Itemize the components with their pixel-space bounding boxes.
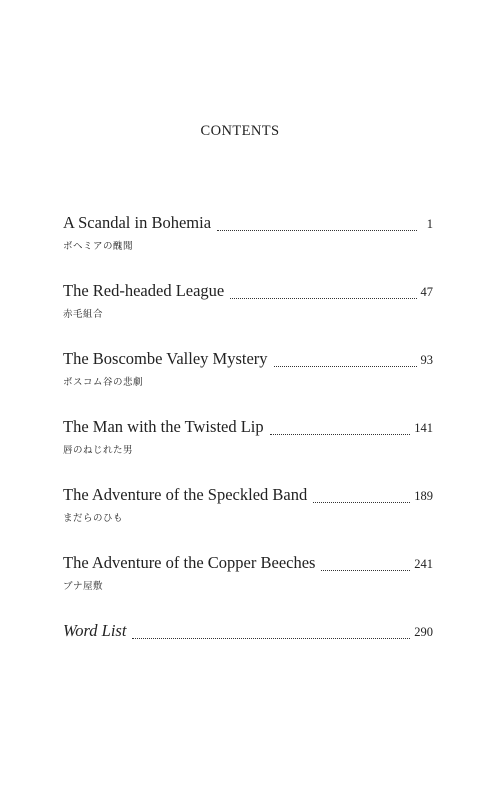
- toc-entry-copper-beeches[interactable]: [63, 553, 433, 621]
- table-of-contents: [63, 213, 433, 689]
- page-title: CONTENTS: [200, 123, 280, 139]
- toc-entry-subtitle: 赤毛組合: [63, 309, 104, 320]
- toc-entry-speckled-band[interactable]: [63, 485, 433, 553]
- toc-entry-page-number: 93: [420, 353, 433, 367]
- toc-entry-row: [63, 621, 433, 645]
- toc-entry-title: The Man with the Twisted Lip: [63, 417, 264, 436]
- toc-entry-row: [63, 553, 433, 577]
- toc-entry-row: [63, 349, 433, 373]
- toc-entry-man-with-twisted-lip[interactable]: [63, 417, 433, 485]
- dot-leader: [217, 229, 417, 231]
- toc-entry-page-number: 1: [426, 217, 433, 231]
- toc-entry-subtitle: まだらのひも: [63, 513, 124, 524]
- toc-entry-subtitle: ボスコム谷の悲劇: [63, 377, 144, 388]
- toc-entry-title: The Boscombe Valley Mystery: [63, 349, 268, 368]
- toc-entry-page-number: 47: [420, 285, 433, 299]
- toc-entry-boscombe-valley-mystery[interactable]: [63, 349, 433, 417]
- toc-entry-subtitle: ブナ屋敷: [63, 581, 104, 592]
- dot-leader: [270, 433, 411, 435]
- toc-entry-row: [63, 213, 433, 237]
- toc-entry-page-number: 241: [414, 557, 433, 571]
- dot-leader: [230, 297, 416, 299]
- dot-leader: [274, 365, 417, 367]
- toc-entry-page-number: 290: [414, 625, 433, 639]
- toc-entry-title: The Red-headed League: [63, 281, 225, 300]
- dot-leader: [321, 569, 410, 571]
- toc-entry-word-list[interactable]: [63, 621, 433, 689]
- toc-entry-row: [63, 281, 433, 305]
- toc-entry-title: The Adventure of the Speckled Band: [63, 485, 308, 504]
- toc-entry-title: The Adventure of the Copper Beeches: [63, 553, 316, 572]
- dot-leader: [313, 501, 410, 503]
- toc-entry-red-headed-league[interactable]: [63, 281, 433, 349]
- toc-entry-title: A Scandal in Bohemia: [63, 213, 212, 232]
- toc-entry-page-number: 141: [414, 421, 433, 435]
- toc-entry-row: [63, 417, 433, 441]
- toc-entry-page-number: 189: [414, 489, 433, 503]
- toc-entry-subtitle: 唇のねじれた男: [63, 445, 134, 456]
- toc-entry-title: Word List: [63, 621, 127, 640]
- toc-entry-subtitle: ボヘミアの醜聞: [63, 241, 134, 252]
- dot-leader: [132, 637, 410, 639]
- toc-entry-scandal-in-bohemia[interactable]: [63, 213, 433, 281]
- toc-entry-row: [63, 485, 433, 509]
